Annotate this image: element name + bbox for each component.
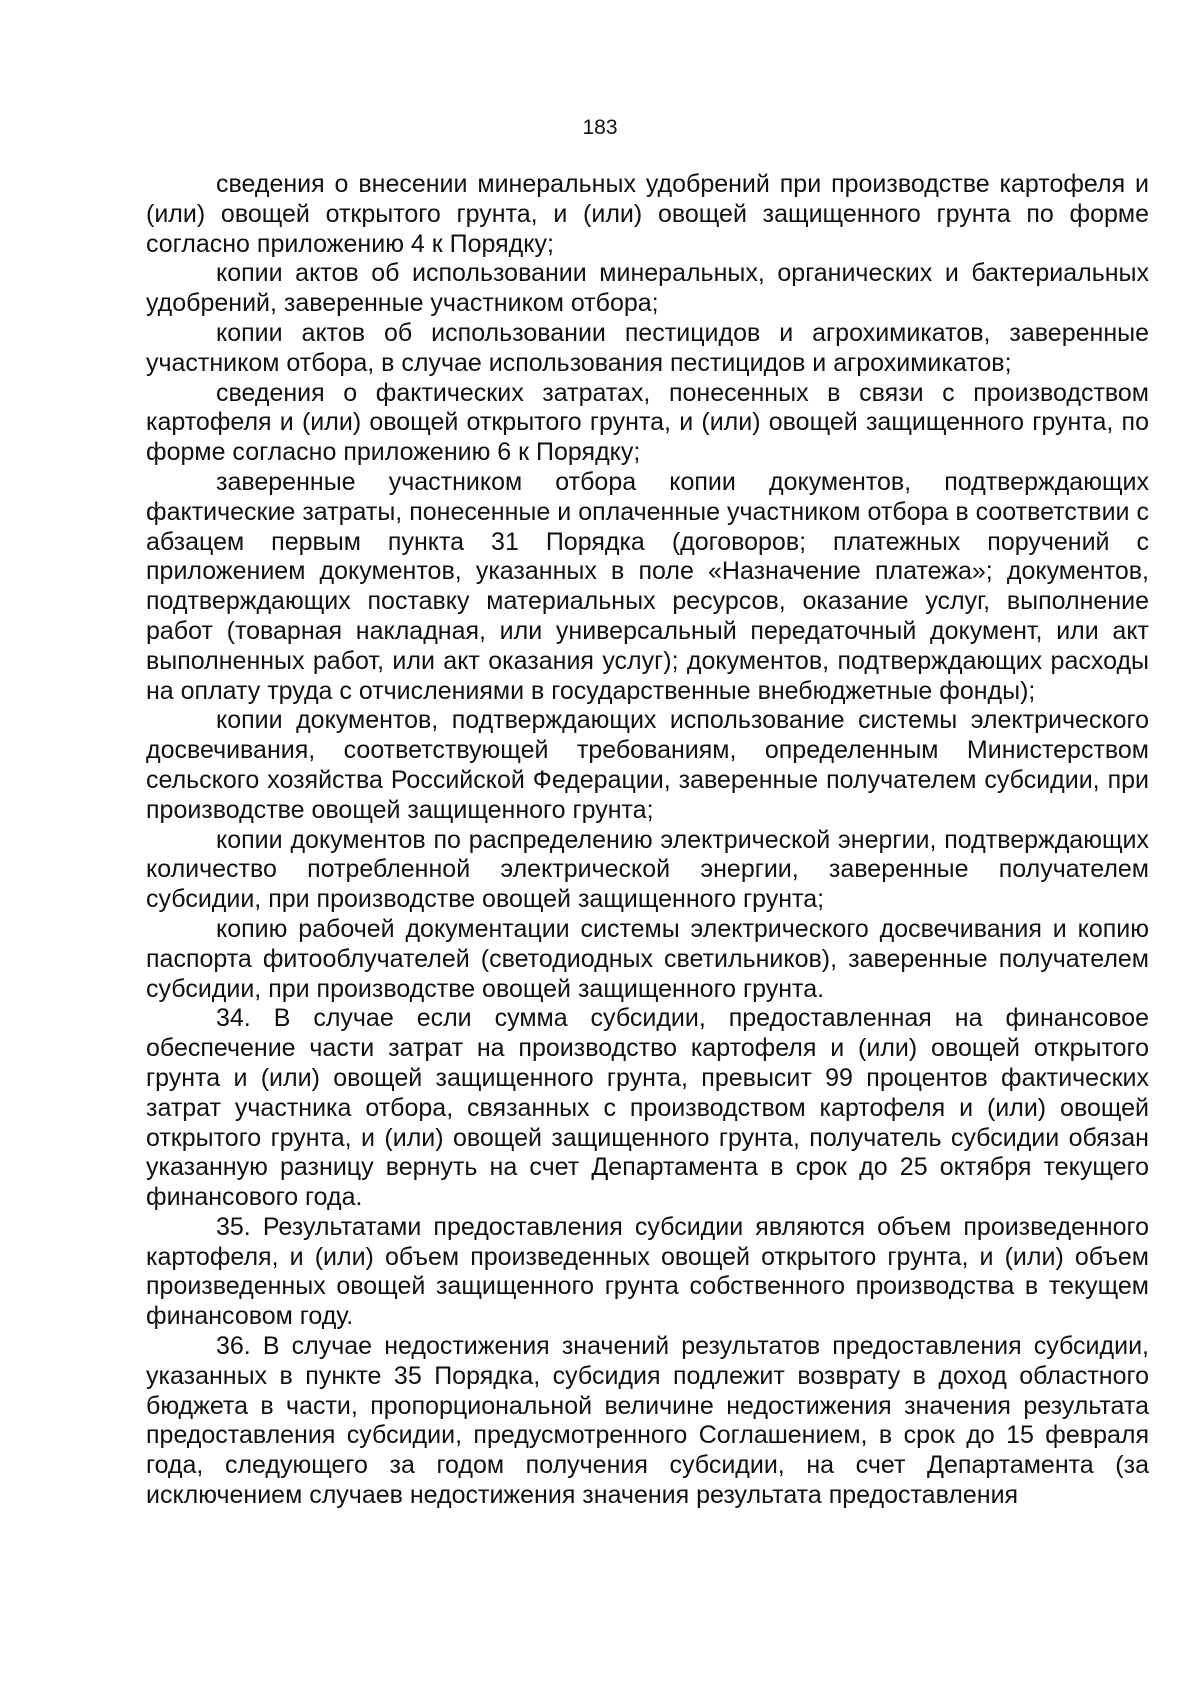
clause-34: 34. В случае если сумма субсидии, предоставленная на финансовое обеспечение части затрат на производство картофеля и (или) овощей открытого грунта и (или) овощей защищенного грунта, превысит 99 процентов фактических затрат участника отбора, связанных с производством картофеля и (или) овощей открытого грунта, и (или) овощей защищенного грунта, получатель субсидии обязан указанную разницу вернуть на счет Департамента в срок до 25 октября текущего финансового года. <box>146 1004 1149 1212</box>
paragraph-mineral-fertilizers-info: сведения о внесении минеральных удобрений при производстве картофеля и (или) овощей открытого грунта, и (или) овощей защищенного грунта по форме согласно приложению 4 к Порядку; <box>146 170 1149 258</box>
paragraph-energy-distribution-documents: копии документов по распределению электрической энергии, подтверждающих количество потребленной электрической энергии, заверенные получателем субсидии, при производстве овощей защищенного грунта; <box>146 825 1149 914</box>
page-number: 183 <box>582 116 618 139</box>
paragraph-cost-documents: заверенные участником отбора копии документов, подтверждающих фактические затраты, понесенные и оплаченные участником отбора в соответствии с абзацем первым пункта 31 Порядка (договоров; платежных поручений с приложением документов, указанных в поле «Назначение платежа»; документов, подтверждающих поставку материальных ресурсов, оказание услуг, выполнение работ (товарная накладная, или универсальный передаточный документ, или акт выполненных работ, или акт оказания услуг); документов, подтверждающих расходы на оплату труда с отчислениями в государственные внебюджетные фонды); <box>146 467 1149 705</box>
clause-35: 35. Результатами предоставления субсидии являются объем произведенного картофеля, и (или) объем произведенных овощей открытого грунта, и (или) объем произведенных овощей защищенного грунта собственного производства в текущем финансовом году. <box>146 1212 1149 1331</box>
paragraph-pesticide-acts: копии актов об использовании пестицидов и агрохимикатов, заверенные участником отбора, в случае использования пестицидов и агрохимикатов; <box>146 318 1149 377</box>
paragraph-fertilizer-acts: копии актов об использовании минеральных, органических и бактериальных удобрений, заверенные участником отбора; <box>146 259 1149 318</box>
paragraph-actual-costs-info: сведения о фактических затратах, понесенных в связи с производством картофеля и (или) овощей открытого грунта, и (или) овощей защищенного грунта, по форме согласно приложению 6 к Порядку; <box>146 378 1149 467</box>
clause-36: 36. В случае недостижения значений результатов предоставления субсидии, указанных в пункте 35 Порядка, субсидия подлежит возврату в доход областного бюджета в части, пропорциональной величине недостижения значения результата предоставления субсидии, предусмотренного Соглашением, в срок до 15 февраля года, следующего за годом получения субсидии, на счет Департамента (за исключением случаев недостижения значения результата предоставления <box>146 1332 1149 1510</box>
document-body <box>146 170 1149 1511</box>
paragraph-lighting-system-documents: копии документов, подтверждающих использование системы электрического досвечивания, соответствующей требованиям, определенным Министерством сельского хозяйства Российской Федерации, заверенные получателем субсидии, при производстве овощей защищенного грунта; <box>146 706 1149 824</box>
paragraph-working-documentation: копию рабочей документации системы электрического досвечивания и копию паспорта фитооблучателей (светодиодных светильников), заверенные получателем субсидии, при производстве овощей защищенного грунта. <box>146 914 1149 1003</box>
